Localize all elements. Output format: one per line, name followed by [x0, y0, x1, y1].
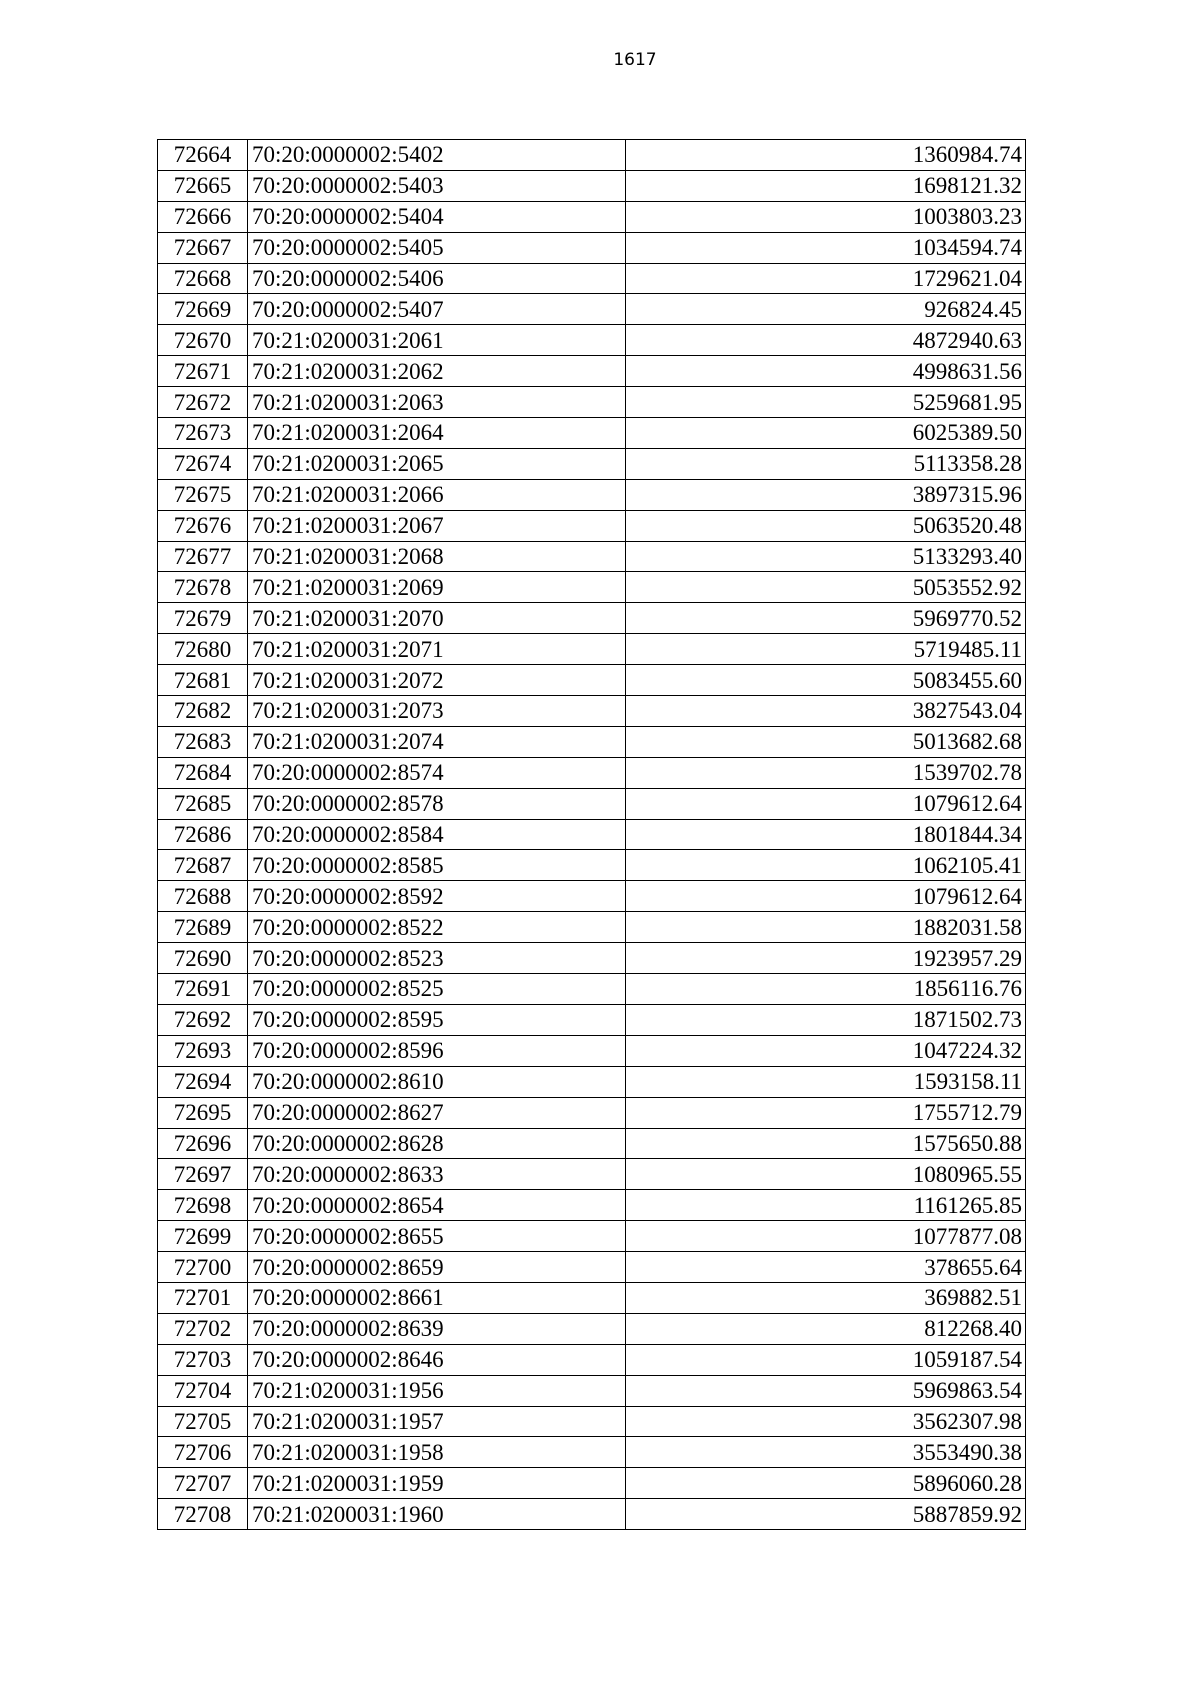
- cadastral-number-cell: 70:21:0200031:2063: [248, 387, 626, 418]
- row-number-cell: 72690: [158, 943, 248, 974]
- row-number-cell: 72679: [158, 603, 248, 634]
- table-row: [158, 325, 1026, 356]
- table-row: [158, 1344, 1026, 1375]
- row-number-cell: 72681: [158, 665, 248, 696]
- cadastral-value-cell: 5133293.40: [626, 541, 1026, 572]
- cadastral-value-cell: 3827543.04: [626, 696, 1026, 727]
- row-number-cell: 72683: [158, 726, 248, 757]
- row-number-cell: 72700: [158, 1252, 248, 1283]
- cadastral-number-cell: 70:20:0000002:8578: [248, 788, 626, 819]
- cadastral-value-cell: 1856116.76: [626, 974, 1026, 1005]
- table-row: [158, 634, 1026, 665]
- cadastral-number-cell: 70:20:0000002:5402: [248, 140, 626, 171]
- table-row: [158, 974, 1026, 1005]
- cadastral-number-cell: 70:21:0200031:2070: [248, 603, 626, 634]
- page-number: 1617: [613, 50, 657, 70]
- row-number-cell: 72698: [158, 1190, 248, 1221]
- cadastral-number-cell: 70:20:0000002:8592: [248, 881, 626, 912]
- cadastral-value-cell: 5896060.28: [626, 1468, 1026, 1499]
- table-row: [158, 1035, 1026, 1066]
- cadastral-number-cell: 70:20:0000002:8628: [248, 1128, 626, 1159]
- table-row: [158, 140, 1026, 171]
- table-row: [158, 201, 1026, 232]
- row-number-cell: 72678: [158, 572, 248, 603]
- cadastral-number-cell: 70:20:0000002:8661: [248, 1282, 626, 1313]
- table-row: [158, 757, 1026, 788]
- row-number-cell: 72680: [158, 634, 248, 665]
- table-row: [158, 943, 1026, 974]
- table-row: [158, 232, 1026, 263]
- table-row: [158, 603, 1026, 634]
- row-number-cell: 72664: [158, 140, 248, 171]
- table-row: [158, 881, 1026, 912]
- cadastral-number-cell: 70:21:0200031:1957: [248, 1406, 626, 1437]
- cadastral-number-cell: 70:21:0200031:2068: [248, 541, 626, 572]
- cadastral-value-cell: 1062105.41: [626, 850, 1026, 881]
- cadastral-value-cell: 5969770.52: [626, 603, 1026, 634]
- cadastral-number-cell: 70:20:0000002:8639: [248, 1313, 626, 1344]
- cadastral-value-cell: 5083455.60: [626, 665, 1026, 696]
- cadastral-value-cell: 369882.51: [626, 1282, 1026, 1313]
- row-number-cell: 72687: [158, 850, 248, 881]
- cadastral-number-cell: 70:20:0000002:8610: [248, 1066, 626, 1097]
- cadastral-value-cell: 1801844.34: [626, 819, 1026, 850]
- cadastral-value-cell: 5887859.92: [626, 1499, 1026, 1530]
- row-number-cell: 72682: [158, 696, 248, 727]
- table-row: [158, 1097, 1026, 1128]
- row-number-cell: 72695: [158, 1097, 248, 1128]
- row-number-cell: 72676: [158, 510, 248, 541]
- cadastral-value-cell: 1077877.08: [626, 1221, 1026, 1252]
- cadastral-value-cell: 4872940.63: [626, 325, 1026, 356]
- table-body: [158, 140, 1026, 1530]
- row-number-cell: 72675: [158, 479, 248, 510]
- cadastral-number-cell: 70:21:0200031:2066: [248, 479, 626, 510]
- cadastral-number-cell: 70:21:0200031:2069: [248, 572, 626, 603]
- row-number-cell: 72674: [158, 448, 248, 479]
- table-row: [158, 418, 1026, 449]
- table-row: [158, 1313, 1026, 1344]
- row-number-cell: 72686: [158, 819, 248, 850]
- cadastral-number-cell: 70:20:0000002:8584: [248, 819, 626, 850]
- table-row: [158, 912, 1026, 943]
- row-number-cell: 72666: [158, 201, 248, 232]
- cadastral-number-cell: 70:20:0000002:8522: [248, 912, 626, 943]
- cadastral-value-cell: 3562307.98: [626, 1406, 1026, 1437]
- cadastral-value-cell: 1755712.79: [626, 1097, 1026, 1128]
- cadastral-value-cell: 1882031.58: [626, 912, 1026, 943]
- cadastral-value-cell: 3897315.96: [626, 479, 1026, 510]
- table-row: [158, 263, 1026, 294]
- cadastral-number-cell: 70:20:0000002:8627: [248, 1097, 626, 1128]
- row-number-cell: 72669: [158, 294, 248, 325]
- cadastral-value-cell: 5063520.48: [626, 510, 1026, 541]
- table-row: [158, 479, 1026, 510]
- cadastral-value-cell: 1698121.32: [626, 170, 1026, 201]
- cadastral-number-cell: 70:20:0000002:8654: [248, 1190, 626, 1221]
- row-number-cell: 72671: [158, 356, 248, 387]
- row-number-cell: 72691: [158, 974, 248, 1005]
- cadastral-number-cell: 70:21:0200031:1958: [248, 1437, 626, 1468]
- table-row: [158, 356, 1026, 387]
- cadastral-number-cell: 70:21:0200031:2061: [248, 325, 626, 356]
- table-row: [158, 572, 1026, 603]
- cadastral-number-cell: 70:21:0200031:1959: [248, 1468, 626, 1499]
- table-row: [158, 294, 1026, 325]
- cadastral-value-cell: 1539702.78: [626, 757, 1026, 788]
- row-number-cell: 72693: [158, 1035, 248, 1066]
- cadastral-value-cell: 1593158.11: [626, 1066, 1026, 1097]
- table-row: [158, 510, 1026, 541]
- cadastral-number-cell: 70:20:0000002:8523: [248, 943, 626, 974]
- cadastral-number-cell: 70:21:0200031:2062: [248, 356, 626, 387]
- table-row: [158, 726, 1026, 757]
- cadastral-number-cell: 70:20:0000002:8646: [248, 1344, 626, 1375]
- row-number-cell: 72672: [158, 387, 248, 418]
- cadastral-number-cell: 70:20:0000002:8574: [248, 757, 626, 788]
- row-number-cell: 72703: [158, 1344, 248, 1375]
- cadastral-number-cell: 70:21:0200031:2073: [248, 696, 626, 727]
- row-number-cell: 72702: [158, 1313, 248, 1344]
- table-row: [158, 1066, 1026, 1097]
- cadastral-value-cell: 1575650.88: [626, 1128, 1026, 1159]
- cadastral-value-table: [157, 139, 1026, 1530]
- cadastral-number-cell: 70:21:0200031:1956: [248, 1375, 626, 1406]
- row-number-cell: 72696: [158, 1128, 248, 1159]
- cadastral-value-cell: 926824.45: [626, 294, 1026, 325]
- cadastral-value-cell: 5013682.68: [626, 726, 1026, 757]
- cadastral-value-cell: 1161265.85: [626, 1190, 1026, 1221]
- cadastral-number-cell: 70:20:0000002:8633: [248, 1159, 626, 1190]
- table-row: [158, 1252, 1026, 1283]
- cadastral-value-cell: 5113358.28: [626, 448, 1026, 479]
- cadastral-number-cell: 70:21:0200031:2072: [248, 665, 626, 696]
- row-number-cell: 72694: [158, 1066, 248, 1097]
- table-row: [158, 387, 1026, 418]
- table-row: [158, 1437, 1026, 1468]
- table-row: [158, 1190, 1026, 1221]
- table-row: [158, 1128, 1026, 1159]
- table-row: [158, 819, 1026, 850]
- cadastral-value-cell: 812268.40: [626, 1313, 1026, 1344]
- cadastral-value-cell: 5259681.95: [626, 387, 1026, 418]
- cadastral-number-cell: 70:20:0000002:8525: [248, 974, 626, 1005]
- cadastral-value-cell: 378655.64: [626, 1252, 1026, 1283]
- row-number-cell: 72673: [158, 418, 248, 449]
- cadastral-number-cell: 70:20:0000002:5404: [248, 201, 626, 232]
- row-number-cell: 72684: [158, 757, 248, 788]
- cadastral-number-cell: 70:20:0000002:8595: [248, 1004, 626, 1035]
- cadastral-value-cell: 1871502.73: [626, 1004, 1026, 1035]
- cadastral-number-cell: 70:21:0200031:2067: [248, 510, 626, 541]
- table-row: [158, 1282, 1026, 1313]
- table-row: [158, 541, 1026, 572]
- cadastral-value-cell: 1034594.74: [626, 232, 1026, 263]
- row-number-cell: 72707: [158, 1468, 248, 1499]
- table-row: [158, 788, 1026, 819]
- table-row: [158, 850, 1026, 881]
- cadastral-value-cell: 1729621.04: [626, 263, 1026, 294]
- table-row: [158, 665, 1026, 696]
- cadastral-number-cell: 70:20:0000002:5405: [248, 232, 626, 263]
- cadastral-value-cell: 1360984.74: [626, 140, 1026, 171]
- row-number-cell: 72667: [158, 232, 248, 263]
- cadastral-number-cell: 70:21:0200031:2065: [248, 448, 626, 479]
- row-number-cell: 72665: [158, 170, 248, 201]
- cadastral-number-cell: 70:21:0200031:2071: [248, 634, 626, 665]
- cadastral-value-cell: 1047224.32: [626, 1035, 1026, 1066]
- row-number-cell: 72699: [158, 1221, 248, 1252]
- row-number-cell: 72706: [158, 1437, 248, 1468]
- cadastral-value-cell: 1080965.55: [626, 1159, 1026, 1190]
- cadastral-number-cell: 70:21:0200031:1960: [248, 1499, 626, 1530]
- row-number-cell: 72670: [158, 325, 248, 356]
- cadastral-number-cell: 70:20:0000002:5407: [248, 294, 626, 325]
- cadastral-number-cell: 70:20:0000002:8655: [248, 1221, 626, 1252]
- row-number-cell: 72704: [158, 1375, 248, 1406]
- row-number-cell: 72689: [158, 912, 248, 943]
- table-row: [158, 448, 1026, 479]
- cadastral-value-cell: 6025389.50: [626, 418, 1026, 449]
- row-number-cell: 72705: [158, 1406, 248, 1437]
- table-row: [158, 1406, 1026, 1437]
- table-row: [158, 1221, 1026, 1252]
- table-row: [158, 1159, 1026, 1190]
- row-number-cell: 72668: [158, 263, 248, 294]
- row-number-cell: 72697: [158, 1159, 248, 1190]
- cadastral-value-cell: 1079612.64: [626, 788, 1026, 819]
- row-number-cell: 72688: [158, 881, 248, 912]
- row-number-cell: 72685: [158, 788, 248, 819]
- cadastral-number-cell: 70:20:0000002:8596: [248, 1035, 626, 1066]
- cadastral-value-cell: 5719485.11: [626, 634, 1026, 665]
- cadastral-number-cell: 70:21:0200031:2074: [248, 726, 626, 757]
- cadastral-value-cell: 5053552.92: [626, 572, 1026, 603]
- cadastral-value-cell: 4998631.56: [626, 356, 1026, 387]
- table-row: [158, 1468, 1026, 1499]
- cadastral-number-cell: 70:20:0000002:8585: [248, 850, 626, 881]
- row-number-cell: 72677: [158, 541, 248, 572]
- table-row: [158, 1375, 1026, 1406]
- cadastral-value-cell: 1003803.23: [626, 201, 1026, 232]
- table-row: [158, 696, 1026, 727]
- cadastral-value-cell: 1923957.29: [626, 943, 1026, 974]
- cadastral-value-cell: 1079612.64: [626, 881, 1026, 912]
- cadastral-value-cell: 3553490.38: [626, 1437, 1026, 1468]
- table-row: [158, 1004, 1026, 1035]
- cadastral-number-cell: 70:20:0000002:5403: [248, 170, 626, 201]
- row-number-cell: 72708: [158, 1499, 248, 1530]
- cadastral-number-cell: 70:20:0000002:5406: [248, 263, 626, 294]
- cadastral-value-cell: 5969863.54: [626, 1375, 1026, 1406]
- cadastral-number-cell: 70:20:0000002:8659: [248, 1252, 626, 1283]
- cadastral-value-cell: 1059187.54: [626, 1344, 1026, 1375]
- table-row: [158, 170, 1026, 201]
- row-number-cell: 72701: [158, 1282, 248, 1313]
- row-number-cell: 72692: [158, 1004, 248, 1035]
- cadastral-number-cell: 70:21:0200031:2064: [248, 418, 626, 449]
- table-row: [158, 1499, 1026, 1530]
